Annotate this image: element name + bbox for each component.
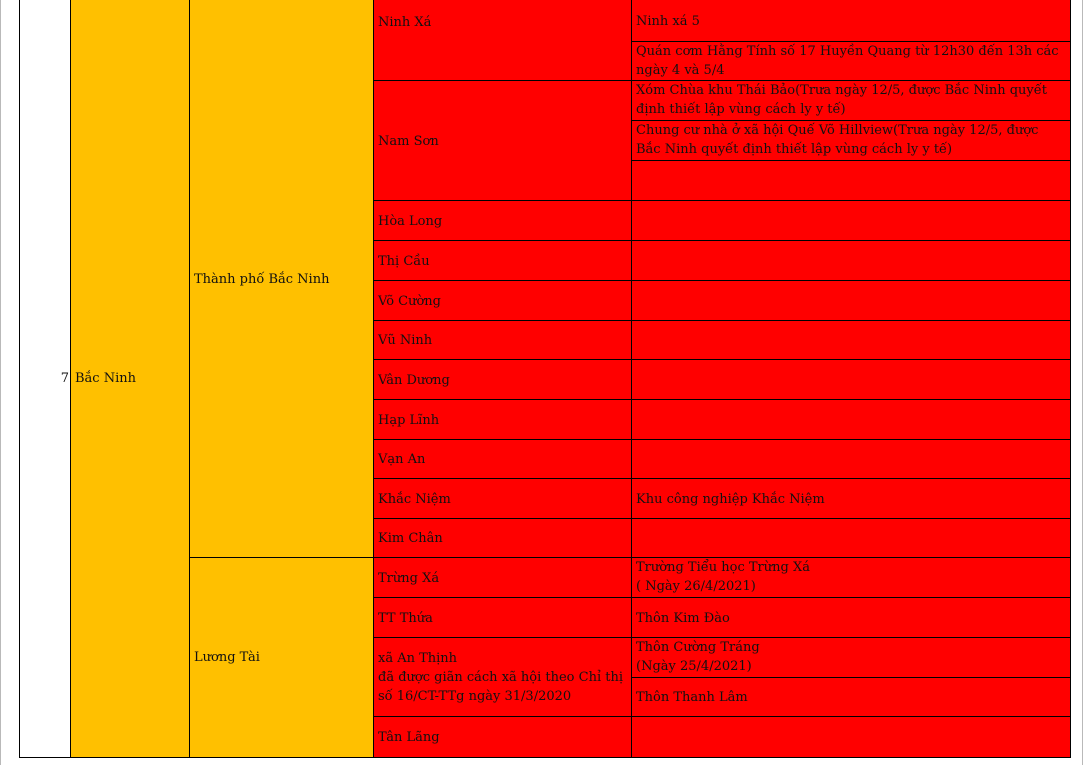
place-cell[interactable] — [632, 558, 1070, 598]
commune-cell[interactable] — [374, 519, 632, 558]
commune-cell[interactable] — [374, 479, 632, 519]
place-text: Khu công nghiệp Khắc Niệm — [636, 491, 825, 507]
commune-text: Nam Sơn — [378, 133, 439, 149]
border-line — [373, 359, 1071, 360]
border-line — [373, 518, 1071, 519]
place-cell[interactable] — [632, 360, 1070, 400]
place-cell[interactable] — [632, 321, 1070, 360]
border-line — [373, 80, 1071, 81]
place-text: Thôn Thanh Lâm — [636, 690, 748, 705]
place-text: Xóm Chùa khu Thái Bảo(Trưa ngày 12/5, được Bắc Ninh quyết định thiết lập vùng cách ly y tế) — [636, 83, 1047, 117]
border-line — [373, 240, 1071, 241]
place-cell[interactable] — [632, 519, 1070, 558]
commune-text: TT Thứa — [378, 610, 433, 626]
stt-cell[interactable] — [20, 0, 71, 757]
border-line — [373, 439, 1071, 440]
commune-cell[interactable] — [374, 281, 632, 321]
border-line — [373, 0, 374, 758]
place-cell[interactable] — [632, 598, 1070, 638]
place-text: Thôn Kim Đào — [636, 610, 730, 626]
place-cell[interactable] — [632, 281, 1070, 321]
commune-text: Hòa Long — [378, 213, 443, 229]
place-cell[interactable] — [632, 440, 1070, 479]
border-line — [373, 597, 1071, 598]
commune-cell[interactable] — [374, 440, 632, 479]
gridline — [0, 0, 1, 765]
province-text: Bắc Ninh — [75, 371, 136, 386]
border-line — [189, 557, 1071, 558]
border-line — [373, 200, 1071, 201]
border-line — [70, 0, 71, 758]
place-text: Chung cư nhà ở xã hội Quế Võ Hillview(Trưa ngày 12/5, được Bắc Ninh quyết định thiết lập vùng cách ly y tế) — [636, 123, 1039, 157]
commune-cell[interactable] — [374, 558, 632, 598]
place-cell[interactable] — [632, 121, 1070, 161]
border-line — [373, 280, 1071, 281]
place-cell[interactable] — [632, 400, 1070, 440]
commune-text: Tân Lãng — [378, 729, 440, 745]
place-cell[interactable] — [632, 201, 1070, 241]
place-cell[interactable] — [632, 0, 1070, 42]
border-line — [373, 320, 1071, 321]
border-line — [1070, 0, 1071, 758]
commune-text: Kim Chân — [378, 531, 443, 546]
commune-text: xã An Thịnh đã được giãn cách xã hội theo Chỉ thị số 16/CT-TTg ngày 31/3/2020 — [378, 651, 624, 704]
border-line — [631, 0, 632, 758]
place-cell[interactable] — [632, 161, 1070, 201]
place-cell[interactable] — [632, 42, 1070, 81]
commune-text: Thị Cầu — [378, 253, 430, 269]
commune-cell[interactable] — [374, 0, 632, 81]
commune-cell[interactable] — [374, 598, 632, 638]
border-line — [373, 637, 1071, 638]
place-text: Thôn Cường Tráng (Ngày 25/4/2021) — [636, 640, 760, 674]
border-line — [189, 0, 190, 758]
district-cell-bac-ninh-city[interactable] — [190, 0, 374, 558]
place-cell[interactable] — [632, 638, 1070, 678]
district-cell-luong-tai[interactable] — [190, 558, 374, 757]
stt-text: 7 — [60, 371, 69, 386]
border-line — [631, 41, 1071, 42]
commune-cell[interactable] — [374, 81, 632, 201]
place-cell[interactable] — [632, 241, 1070, 281]
place-text: Ninh xá 5 — [636, 13, 700, 29]
commune-text: Võ Cường — [378, 293, 441, 309]
commune-text: Hạp Lĩnh — [378, 412, 440, 428]
province-cell[interactable] — [71, 0, 190, 757]
commune-cell[interactable] — [374, 201, 632, 241]
commune-text: Vân Dương — [378, 372, 450, 388]
district-text: Thành phố Bắc Ninh — [194, 271, 330, 287]
border-line — [373, 399, 1071, 400]
place-text: Trường Tiểu học Trừng Xá ( Ngày 26/4/2021) — [636, 560, 810, 594]
border-line — [631, 160, 1071, 161]
commune-cell[interactable] — [374, 717, 632, 757]
border-line — [373, 716, 1071, 717]
commune-text: Ninh Xá — [378, 15, 432, 30]
commune-cell[interactable] — [374, 321, 632, 360]
place-cell[interactable] — [632, 81, 1070, 121]
place-text: Quán cơm Hằng Tính số 17 Huyền Quang từ 12h30 đến 13h các ngày 4 và 5/4 — [636, 44, 1059, 78]
place-cell[interactable] — [632, 678, 1070, 717]
border-line — [19, 757, 1071, 758]
place-cell[interactable] — [632, 717, 1070, 757]
place-cell[interactable] — [632, 479, 1070, 519]
border-line — [373, 478, 1071, 479]
border-line — [19, 0, 20, 758]
district-text: Lương Tài — [194, 650, 260, 665]
commune-text: Vũ Ninh — [378, 333, 433, 348]
commune-cell[interactable] — [374, 241, 632, 281]
commune-text: Vạn An — [378, 452, 426, 467]
commune-cell[interactable] — [374, 638, 632, 717]
commune-cell[interactable] — [374, 400, 632, 440]
commune-text: Khắc Niệm — [378, 491, 451, 507]
gridline — [1082, 0, 1083, 765]
commune-cell[interactable] — [374, 360, 632, 400]
border-line — [631, 120, 1071, 121]
border-line — [631, 677, 1071, 678]
commune-text: Trừng Xá — [378, 570, 440, 586]
